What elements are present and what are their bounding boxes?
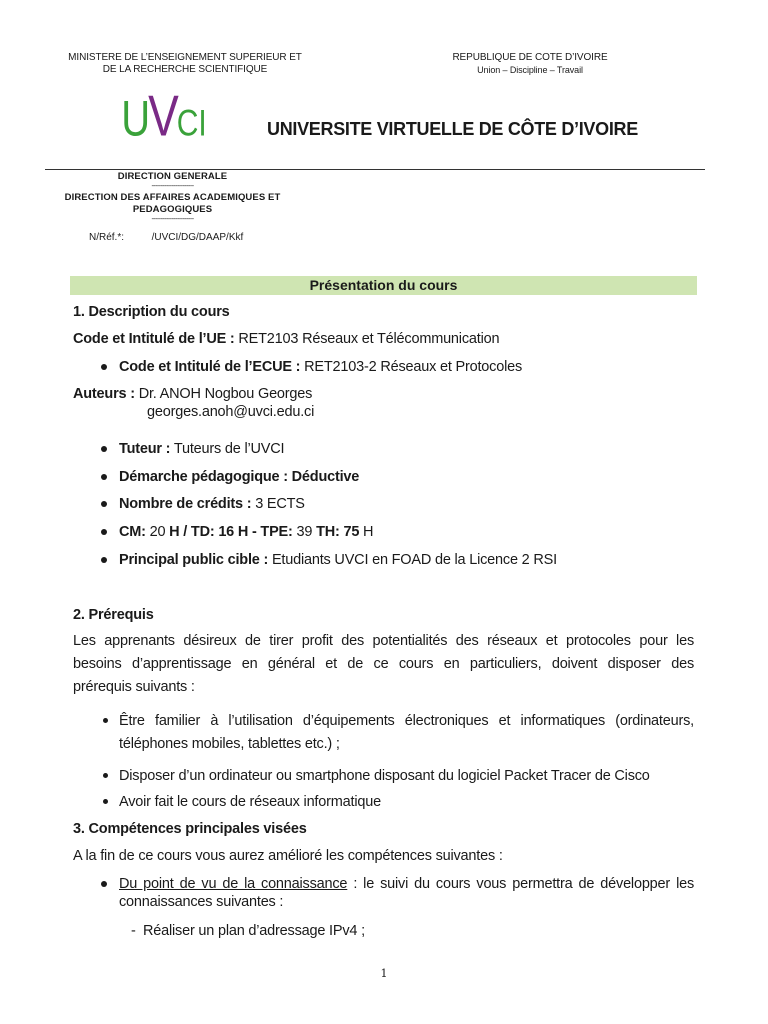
dashes-2: ----------------------- <box>151 216 194 223</box>
public-line <box>119 551 557 570</box>
republic-header <box>420 52 640 76</box>
direction-generale: DIRECTION GENERALE <box>117 171 228 182</box>
reference-label: N/Réf.*: <box>89 232 125 243</box>
section-3-title: 3. Compétences principales visées <box>73 821 307 837</box>
ecue-label: Code et Intitulé de l’ECUE <box>119 359 292 375</box>
republic-line-2: Union – Discipline – Travail <box>477 65 583 75</box>
bullet-icon <box>101 364 107 370</box>
competences-intro: A la fin de ce cours vous aurez amélioré les compétences suivantes : <box>73 848 503 864</box>
th-unit: H <box>359 524 374 540</box>
uvci-logo-text: UVCI <box>121 88 207 149</box>
presentation-banner: Présentation du cours <box>70 276 697 295</box>
reference-value: /UVCI/DG/DAAP/Kkf <box>151 232 244 243</box>
ministry-header <box>40 52 330 76</box>
credits-value: 3 ECTS <box>251 496 305 512</box>
competence-item-1-line-1 <box>119 875 694 894</box>
reference <box>89 232 243 244</box>
prereq-para-line-3: prérequis suivants : <box>73 679 195 695</box>
direction-block <box>55 171 290 223</box>
bullet-icon <box>101 446 107 452</box>
prereq-item-2: Disposer d’un ordinateur ou smartphone disposant du logiciel Packet Tracer de Cisco <box>119 768 650 784</box>
ecue-value: RET2103-2 Réseaux et Protocoles <box>300 359 523 375</box>
uvci-logo <box>112 88 222 158</box>
th-label: TH: 75 <box>316 524 360 540</box>
direction-affaires-1: DIRECTION DES AFFAIRES ACADEMIQUES ET <box>64 192 281 203</box>
competence-item-1-line-2: connaissances suivantes : <box>119 894 284 910</box>
prereq-para-line-2: besoins d’apprentissage en général et de ce cours en particuliers, doivent disposer des <box>73 656 694 672</box>
dashes-1: ----------------------- <box>151 183 194 190</box>
ecue-sep: : <box>291 359 301 375</box>
public-label: Principal public cible <box>119 552 260 568</box>
public-value: Etudiants UVCI en FOAD de la Licence 2 RSI <box>268 552 557 568</box>
bullet-icon <box>103 799 108 804</box>
auteurs-email: georges.anoh@uvci.edu.ci <box>147 404 315 420</box>
ue-line <box>73 330 499 349</box>
dash-marker: - <box>131 923 136 939</box>
hours-line <box>119 523 373 542</box>
prereq-para-line-1: Les apprenants désireux de tirer profit des potentialités des réseaux et protocoles pour les <box>73 633 694 649</box>
bullet-icon <box>103 773 108 778</box>
competence-item-1-underlined: Du point de vu de la connaissance <box>119 876 348 892</box>
bullet-icon <box>101 557 107 563</box>
ecue-line <box>119 358 522 377</box>
auteurs-label: Auteurs <box>73 386 127 402</box>
cm-value: 20 <box>145 524 170 540</box>
credits-line <box>119 495 305 514</box>
td-label: H / TD: 16 H - TPE: <box>169 524 293 540</box>
auteurs-value: Dr. ANOH Nogbou Georges <box>134 386 313 402</box>
demarche-line: Démarche pédagogique : Déductive <box>119 469 360 485</box>
ministry-line-2: DE LA RECHERCHE SCIENTIFIQUE <box>102 64 268 75</box>
section-2-title: 2. Prérequis <box>73 607 154 623</box>
prereq-item-3: Avoir fait le cours de réseaux informatique <box>119 794 381 810</box>
auteurs-sep: : <box>126 386 135 402</box>
ue-value: RET2103 Réseaux et Télécommunication <box>234 331 500 347</box>
credits-sep: : <box>242 496 252 512</box>
bullet-icon <box>101 501 107 507</box>
bullet-icon <box>101 474 107 480</box>
tpe-value: 39 <box>292 524 317 540</box>
competence-item-1-rest: : le suivi du cours vous permettra de développer les <box>347 876 695 892</box>
page-number: 1 <box>380 967 388 980</box>
credits-label: Nombre de crédits <box>119 496 243 512</box>
bullet-icon <box>101 881 107 887</box>
university-title: UNIVERSITE VIRTUELLE DE CÔTE D’IVOIRE <box>267 119 638 139</box>
bullet-icon <box>103 718 108 723</box>
ue-label: Code et Intitulé de l’UE : <box>73 331 235 347</box>
prereq-item-1-line-2: téléphones mobiles, tablettes etc.) ; <box>119 736 340 752</box>
public-sep: : <box>259 552 269 568</box>
direction-affaires-2: PEDAGOGIQUES <box>132 204 213 215</box>
header-divider <box>45 169 705 170</box>
cm-label: CM: <box>119 524 146 540</box>
tuteur-value: Tuteurs de l’UVCI <box>170 441 285 457</box>
competence-sub-1: Réaliser un plan d’adressage IPv4 ; <box>143 923 365 939</box>
section-1-title: 1. Description du cours <box>73 304 230 320</box>
republic-line-1: REPUBLIQUE DE COTE D’IVOIRE <box>452 52 608 63</box>
ministry-line-1: MINISTERE DE L’ENSEIGNEMENT SUPERIEUR ET <box>68 52 302 63</box>
auteurs-line <box>73 385 312 404</box>
bullet-icon <box>101 529 107 535</box>
tuteur-line <box>119 440 284 459</box>
prereq-item-1-line-1: Être familier à l’utilisation d’équipements électroniques et informatiques (ordinateurs, <box>119 713 694 729</box>
tuteur-label: Tuteur : <box>119 441 171 457</box>
